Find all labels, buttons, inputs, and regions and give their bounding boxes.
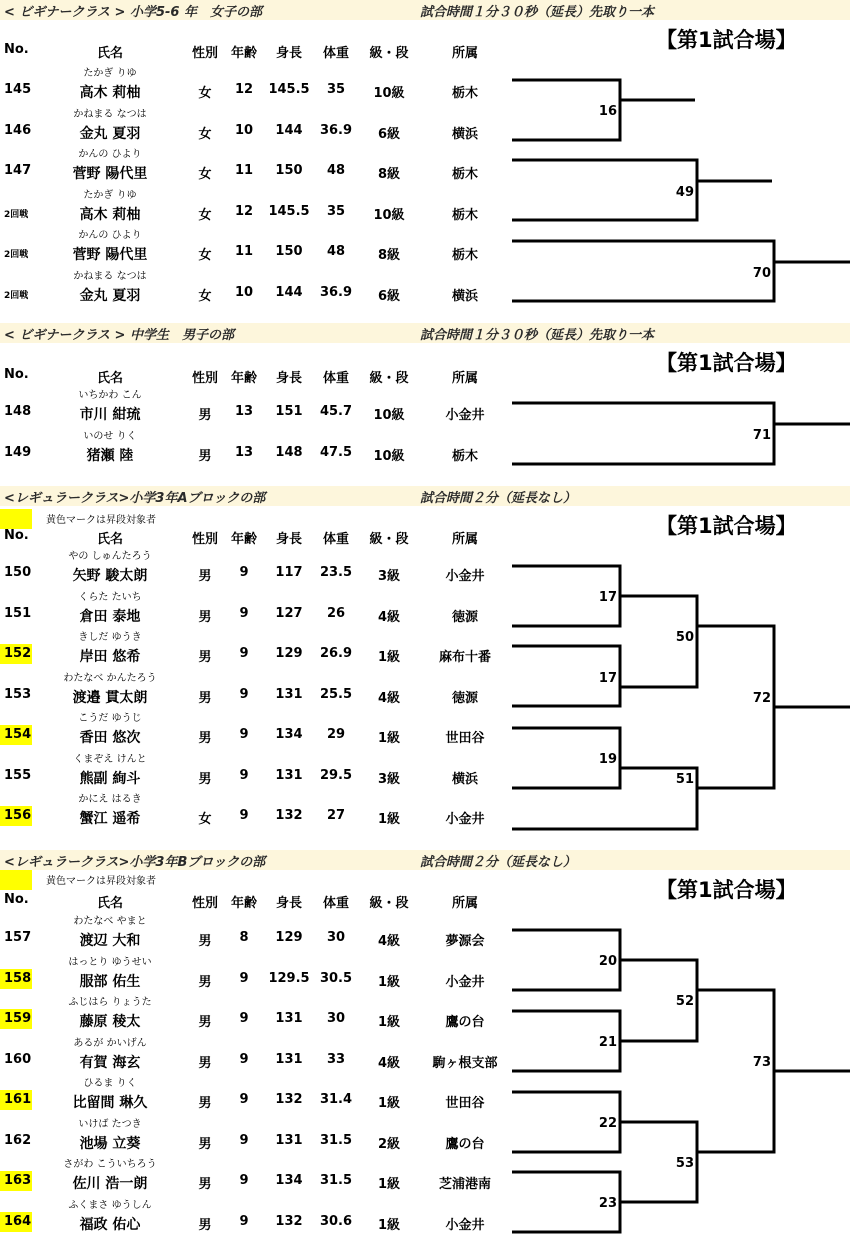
sex: 男 <box>198 1136 212 1152</box>
age: 9 <box>239 646 249 661</box>
grade: 2級 <box>377 1136 401 1152</box>
height: 132 <box>275 808 303 823</box>
height: 132 <box>275 1092 303 1107</box>
sex: 男 <box>198 1177 212 1192</box>
sex: 男 <box>198 731 212 746</box>
name-reading: ふじはら りょうた <box>68 997 152 1008</box>
grade: 4級 <box>377 1055 401 1071</box>
grade: 8級 <box>377 248 401 263</box>
competitor-name: 倉田 泰地 <box>79 608 141 625</box>
entry-number: 2回戦 <box>4 290 29 301</box>
name-reading: こうだ ゆうじ <box>78 713 142 724</box>
sex: 男 <box>198 1055 212 1071</box>
sex: 女 <box>198 248 212 263</box>
club: 芝浦港南 <box>438 1177 491 1192</box>
age: 9 <box>239 686 249 702</box>
column-header-weight: 体重 <box>322 46 349 61</box>
age: 9 <box>239 1051 249 1067</box>
competitor-name: 熊副 絢斗 <box>79 770 141 787</box>
column-header-sex: 性別 <box>191 896 218 911</box>
height: 145.5 <box>268 203 310 219</box>
grade: 4級 <box>377 690 401 706</box>
sex: 男 <box>198 974 212 990</box>
column-header-name: 氏名 <box>96 896 123 911</box>
age: 9 <box>239 565 249 580</box>
age: 9 <box>239 970 249 986</box>
grade: 10級 <box>373 408 405 423</box>
name-reading: たかぎ りゆ <box>83 68 137 79</box>
column-header-name: 氏名 <box>96 371 123 386</box>
sex: 男 <box>198 650 212 665</box>
club: 小金井 <box>445 812 485 827</box>
club: 駒ヶ根支部 <box>432 1055 498 1071</box>
column-header-no: No. <box>4 528 29 543</box>
grade: 3級 <box>377 771 401 787</box>
entry-number: 149 <box>4 444 32 460</box>
match-time: 試合時間２分（延長なし） <box>420 491 577 506</box>
weight: 30.6 <box>319 1213 353 1229</box>
weight: 25.5 <box>319 686 353 702</box>
match-time: 試合時間１分３０秒（延長）先取り一本 <box>420 5 655 20</box>
height: 132 <box>275 1213 303 1229</box>
age: 13 <box>234 404 254 419</box>
age: 11 <box>234 244 254 259</box>
age: 9 <box>239 727 249 742</box>
height: 134 <box>275 1173 303 1188</box>
club: 横浜 <box>451 771 478 787</box>
age: 9 <box>239 1173 249 1188</box>
entry-number: 160 <box>4 1051 32 1067</box>
competitor-name: 藤原 稜太 <box>79 1014 141 1030</box>
sex: 男 <box>198 569 212 584</box>
club: 栃木 <box>451 86 478 101</box>
entry-number: 151 <box>4 605 32 621</box>
age: 10 <box>234 284 254 300</box>
competitor-name: 猪瀬 陸 <box>86 447 134 464</box>
entry-number: 148 <box>4 404 32 419</box>
column-header-club: 所属 <box>451 371 478 386</box>
sex: 男 <box>198 771 212 787</box>
match-time: 試合時間２分（延長なし） <box>420 855 577 870</box>
column-header-no: No. <box>4 892 29 907</box>
height: 150 <box>275 163 303 178</box>
column-header-age: 年齢 <box>230 532 257 547</box>
height: 148 <box>275 444 303 460</box>
name-reading: わたなべ やまと <box>73 916 147 927</box>
age: 9 <box>239 1092 249 1107</box>
name-reading: かねまる なつは <box>73 270 147 282</box>
entry-number: 159 <box>0 1009 32 1029</box>
match-number: 17 <box>598 671 617 686</box>
name-reading: かねまる なつは <box>73 108 147 120</box>
age: 11 <box>234 163 254 178</box>
height: 129 <box>275 930 303 945</box>
competitor-name: 菅野 陽代里 <box>72 247 148 263</box>
column-header-height: 身長 <box>275 46 302 61</box>
bracket-line <box>697 990 774 1152</box>
entry-number: 163 <box>0 1171 32 1191</box>
grade: 1級 <box>377 1217 401 1233</box>
bracket-line <box>512 160 697 220</box>
name-reading: いのせ りく <box>83 430 137 442</box>
height: 144 <box>275 284 303 300</box>
name-reading: くまぞえ けんと <box>73 753 147 765</box>
name-reading: かんの ひより <box>78 230 142 241</box>
club: 世田谷 <box>445 731 485 746</box>
competitor-name: 池場 立葵 <box>79 1135 141 1152</box>
bracket-line <box>512 403 774 464</box>
name-reading: あるが かいげん <box>73 1037 147 1049</box>
entry-number: 150 <box>4 565 32 580</box>
age: 9 <box>239 1213 249 1229</box>
name-reading: いちかわ こん <box>78 390 142 401</box>
competitor-name: 蟹江 遥希 <box>79 811 141 827</box>
weight: 35 <box>326 82 346 97</box>
weight: 33 <box>326 1051 346 1067</box>
section-title: < ビギナークラス > 小学5-6 年 女子の部 <box>4 5 262 20</box>
grade: 1級 <box>377 650 401 665</box>
height: 129 <box>275 646 303 661</box>
match-number: 19 <box>598 752 617 767</box>
weight: 36.9 <box>319 284 353 300</box>
grade: 1級 <box>377 731 401 746</box>
sex: 女 <box>198 167 212 182</box>
club: 小金井 <box>445 408 485 423</box>
weight: 27 <box>326 808 346 823</box>
competitor-name: 高木 莉柚 <box>79 206 141 223</box>
name-reading: はっとり ゆうせい <box>68 956 152 968</box>
club: 徳源 <box>451 609 478 625</box>
height: 131 <box>275 1051 303 1067</box>
weight: 47.5 <box>319 444 353 460</box>
sex: 女 <box>198 86 212 101</box>
competitor-name: 渡邉 貫太朗 <box>72 689 148 706</box>
column-header-club: 所属 <box>451 532 478 547</box>
column-header-weight: 体重 <box>322 371 349 386</box>
name-reading: きしだ ゆうき <box>78 632 142 643</box>
column-header-weight: 体重 <box>322 532 349 547</box>
column-header-grade: 級・段 <box>369 532 409 547</box>
grade: 8級 <box>377 167 401 182</box>
entry-number: 2回戦 <box>4 209 29 220</box>
section-title: <レギュラークラス>小学3年Bブロックの部 <box>4 855 266 870</box>
column-header-sex: 性別 <box>191 46 218 61</box>
entry-number: 161 <box>0 1090 32 1110</box>
height: 144 <box>275 122 303 138</box>
entry-number: 153 <box>4 686 32 702</box>
competitor-name: 有賀 海玄 <box>79 1054 141 1071</box>
club: 小金井 <box>445 974 485 990</box>
name-reading: さがわ こういちろう <box>63 1159 157 1170</box>
sex: 男 <box>198 1217 212 1233</box>
venue-label: 【第1試合場】 <box>656 28 797 52</box>
entry-number: 145 <box>4 82 32 97</box>
grade: 10級 <box>373 448 405 464</box>
column-header-age: 年齢 <box>230 896 257 911</box>
competitor-name: 岸田 悠希 <box>79 649 141 665</box>
grade: 1級 <box>377 812 401 827</box>
entry-number: 155 <box>4 767 32 783</box>
grade: 1級 <box>377 1015 401 1030</box>
match-number: 71 <box>752 428 771 443</box>
entry-number: 147 <box>4 163 32 178</box>
weight: 45.7 <box>319 404 353 419</box>
match-number: 49 <box>675 185 694 200</box>
competitor-name: 金丸 夏羽 <box>79 287 141 304</box>
name-reading: たかぎ りゆ <box>83 189 137 201</box>
column-header-weight: 体重 <box>322 896 349 911</box>
sex: 女 <box>198 126 212 142</box>
competitor-name: 矢野 駿太朗 <box>72 568 148 584</box>
column-header-sex: 性別 <box>191 532 218 547</box>
column-header-height: 身長 <box>275 896 302 911</box>
height: 131 <box>275 767 303 783</box>
height: 131 <box>275 686 303 702</box>
competitor-name: 服部 佑生 <box>79 973 141 990</box>
match-number: 17 <box>598 590 617 605</box>
weight: 36.9 <box>319 122 353 138</box>
height: 129.5 <box>268 970 310 986</box>
competitor-name: 金丸 夏羽 <box>79 125 141 142</box>
column-header-height: 身長 <box>275 532 302 547</box>
bracket-line <box>512 241 774 301</box>
name-reading: かにえ はるき <box>78 794 142 805</box>
weight: 31.5 <box>319 1173 353 1188</box>
entry-number: 164 <box>0 1212 32 1232</box>
bracket-line <box>512 768 697 829</box>
sex: 女 <box>198 207 212 223</box>
competitor-name: 比留間 琳久 <box>72 1095 148 1111</box>
match-number: 73 <box>752 1055 771 1070</box>
entry-number: 152 <box>0 644 32 664</box>
entry-number: 154 <box>0 725 32 745</box>
name-reading: くらた たいち <box>78 591 142 603</box>
height: 145.5 <box>268 82 310 97</box>
sex: 男 <box>198 609 212 625</box>
weight: 29.5 <box>319 767 353 783</box>
match-number: 72 <box>752 691 771 706</box>
age: 9 <box>239 605 249 621</box>
height: 131 <box>275 1011 303 1026</box>
grade: 4級 <box>377 609 401 625</box>
column-header-grade: 級・段 <box>369 371 409 386</box>
weight: 48 <box>326 244 346 259</box>
sex: 男 <box>198 690 212 706</box>
column-header-age: 年齢 <box>230 371 257 386</box>
age: 8 <box>239 930 249 945</box>
match-number: 52 <box>675 994 694 1009</box>
column-header-sex: 性別 <box>191 371 218 386</box>
column-header-no: No. <box>4 42 29 57</box>
grade: 10級 <box>373 207 405 223</box>
match-time: 試合時間１分３０秒（延長）先取り一本 <box>420 328 655 343</box>
name-reading: いけば たつき <box>78 1118 142 1130</box>
match-number: 22 <box>598 1116 617 1131</box>
competitor-name: 渡辺 大和 <box>79 933 141 949</box>
competitor-name: 高木 莉柚 <box>79 85 141 101</box>
column-header-height: 身長 <box>275 371 302 386</box>
competitor-name: 市川 紺琉 <box>79 407 141 423</box>
weight: 23.5 <box>319 565 353 580</box>
club: 栃木 <box>451 248 478 263</box>
club: 世田谷 <box>445 1096 485 1111</box>
column-header-grade: 級・段 <box>369 896 409 911</box>
club: 栃木 <box>451 207 478 223</box>
sex: 男 <box>198 448 212 464</box>
match-number: 20 <box>598 954 617 969</box>
column-header-no: No. <box>4 367 29 382</box>
venue-label: 【第1試合場】 <box>656 878 797 902</box>
bracket-line <box>697 626 774 788</box>
sex: 女 <box>198 812 212 827</box>
weight: 48 <box>326 163 346 178</box>
match-number: 51 <box>675 772 694 787</box>
competitor-name: 佐川 浩一朗 <box>72 1176 148 1192</box>
column-header-club: 所属 <box>451 46 478 61</box>
height: 117 <box>275 565 303 580</box>
age: 12 <box>234 82 254 97</box>
club: 小金井 <box>445 1217 485 1233</box>
name-reading: ふくまさ ゆうしん <box>68 1199 152 1211</box>
weight: 30 <box>326 1011 346 1026</box>
column-header-grade: 級・段 <box>369 46 409 61</box>
match-number: 53 <box>675 1156 694 1171</box>
name-reading: かんの ひより <box>78 149 142 160</box>
sex: 男 <box>198 934 212 949</box>
club: 鷹の台 <box>445 1015 485 1030</box>
legend-note: 黄色マークは昇段対象者 <box>46 876 156 887</box>
column-header-name: 氏名 <box>96 46 123 61</box>
name-reading: やの しゅんたろう <box>68 551 152 562</box>
height: 127 <box>275 605 303 621</box>
venue-label: 【第1試合場】 <box>656 514 797 538</box>
sex: 男 <box>198 1015 212 1030</box>
grade: 1級 <box>377 974 401 990</box>
entry-number: 158 <box>0 969 32 989</box>
height: 151 <box>275 404 303 419</box>
age: 9 <box>239 767 249 783</box>
grade: 3級 <box>377 569 401 584</box>
weight: 29 <box>326 727 346 742</box>
club: 栃木 <box>451 448 478 464</box>
entry-number: 146 <box>4 122 32 138</box>
weight: 26 <box>326 605 346 621</box>
entry-number: 2回戦 <box>4 250 29 260</box>
sex: 男 <box>198 1096 212 1111</box>
club: 夢源会 <box>445 934 485 949</box>
competitor-name: 香田 悠次 <box>79 730 141 746</box>
height: 131 <box>275 1132 303 1148</box>
weight: 31.5 <box>319 1132 353 1148</box>
weight: 26.9 <box>319 646 353 661</box>
match-number: 50 <box>675 630 694 645</box>
height: 150 <box>275 244 303 259</box>
club: 麻布十番 <box>438 650 491 665</box>
club: 横浜 <box>451 288 478 304</box>
entry-number: 162 <box>4 1132 32 1148</box>
sex: 女 <box>198 288 212 304</box>
section-title: <レギュラークラス>小学3年Aブロックの部 <box>4 491 266 506</box>
height: 134 <box>275 727 303 742</box>
entry-number: 157 <box>4 930 32 945</box>
age: 13 <box>234 444 254 460</box>
column-header-age: 年齢 <box>230 46 257 61</box>
section-title: < ビギナークラス > 中学生 男子の部 <box>4 328 234 343</box>
column-header-club: 所属 <box>451 896 478 911</box>
age: 10 <box>234 122 254 138</box>
match-number: 16 <box>598 104 617 119</box>
weight: 35 <box>326 203 346 219</box>
grade: 6級 <box>377 288 401 304</box>
name-reading: わたなべ かんたろう <box>63 672 157 684</box>
club: 栃木 <box>451 167 478 182</box>
name-reading: ひるま りく <box>83 1078 137 1089</box>
club: 鷹の台 <box>445 1136 485 1152</box>
club: 小金井 <box>445 569 485 584</box>
sex: 男 <box>198 408 212 423</box>
legend-note: 黄色マークは昇段対象者 <box>46 515 156 526</box>
age: 9 <box>239 808 249 823</box>
match-number: 70 <box>752 266 771 281</box>
weight: 30 <box>326 930 346 945</box>
weight: 30.5 <box>319 970 353 986</box>
club: 横浜 <box>451 126 478 142</box>
match-number: 21 <box>598 1035 617 1050</box>
grade: 1級 <box>377 1177 401 1192</box>
match-number: 23 <box>598 1196 617 1211</box>
age: 12 <box>234 203 254 219</box>
grade: 10級 <box>373 86 405 101</box>
competitor-name: 菅野 陽代里 <box>72 166 148 182</box>
age: 9 <box>239 1132 249 1148</box>
competitor-name: 福政 佑心 <box>79 1216 141 1233</box>
grade: 4級 <box>377 934 401 949</box>
weight: 31.4 <box>319 1092 353 1107</box>
entry-number: 156 <box>0 806 32 826</box>
grade: 6級 <box>377 126 401 142</box>
venue-label: 【第1試合場】 <box>656 351 797 375</box>
grade: 1級 <box>377 1096 401 1111</box>
age: 9 <box>239 1011 249 1026</box>
column-header-name: 氏名 <box>96 532 123 547</box>
club: 徳源 <box>451 690 478 706</box>
